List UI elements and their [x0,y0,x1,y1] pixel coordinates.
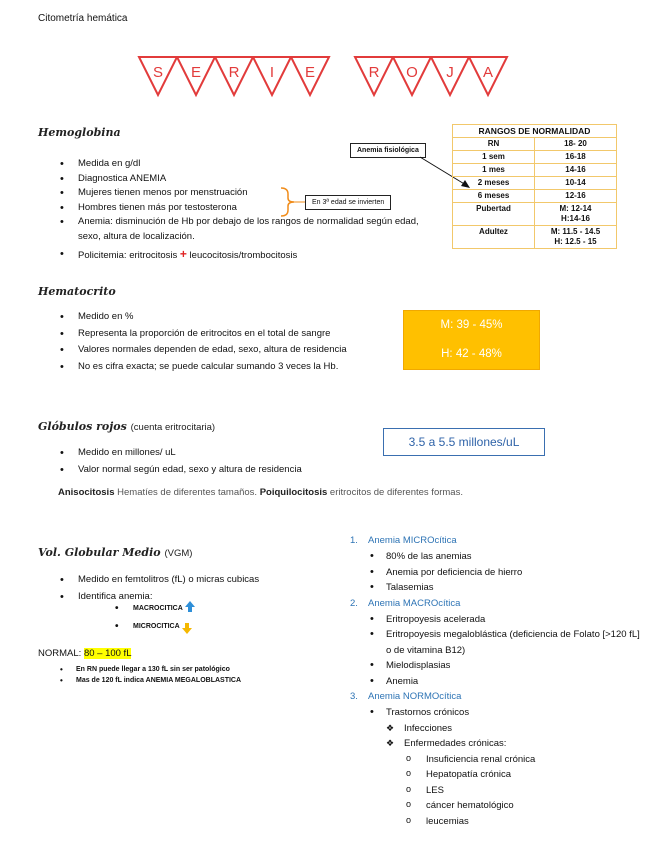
list-item: • Trastornos crónicos [368,705,640,721]
list-item: • Eritropoyesis acelerada [368,612,640,628]
range-value [535,190,617,203]
policitemia-text-a: Policitemia: eritrocitosis [78,250,178,261]
range-label: RN [453,138,535,151]
list-item [58,247,438,264]
list-item [115,618,195,636]
poiquilo-term: Poiquilocitosis [259,487,328,498]
anemia-title: 1. Anemia MICROcítica [350,535,457,546]
range-label: 6 meses [453,190,535,203]
list-item: • Identifica anemia: [58,590,358,605]
rangos-title: RANGOS DE NORMALIDAD [453,125,617,138]
globulos-heading-text: Glóbulos rojos [38,420,127,433]
vgm-heading [38,546,192,559]
normal-label: NORMAL: [38,648,82,659]
banner-letter: I [269,64,275,81]
document-title: Citometría hemática [38,13,128,24]
aniso-text: Hematíes de diferentes tamaños. [117,487,258,498]
arrow-up-icon [185,601,195,607]
vgm-list [58,573,358,604]
banner-letter: J [446,64,454,81]
list-item: o Insuficiencia renal crónica [404,752,640,768]
hematocrito-list [58,310,398,374]
range-label: Pubertad [453,203,535,226]
hematocrito-h: H: 42 - 48% [441,348,502,360]
anemia-title: 3. Anemia NORMOcítica [350,691,462,702]
list-item: • No es cifra exacta; se puede calcular sumando 3 veces la Hb. [58,360,398,375]
microcitica-label: MICROCITICA [133,623,180,630]
range-value [535,177,617,190]
list-item: • Anemia por deficiencia de hierro [368,565,640,581]
range-value-main: 16-18 [565,152,586,161]
range-label: 1 sem [453,151,535,164]
hematocrito-heading: Hematocrito [38,285,116,298]
list-item: • Eritropoyesis megaloblástica (deficiencia de Folato [>120 fL] o de vitamina B12) [368,627,640,658]
list-item: o cáncer hematológico [404,798,640,814]
range-value-secondary: H: 12.5 - 15 [554,237,597,246]
list-item: • Mas de 120 fL indica ANEMIA MEGALOBLASTICA [58,675,241,686]
vgm-notes [58,664,241,686]
table-row [453,177,617,190]
vgm-anemia-types [115,600,195,636]
range-value-main: M: 12-14 [559,204,592,213]
range-value-main: M: 11.5 - 14.5 [550,227,601,236]
list-item: • Medido en femtolitros (fL) o micras cubicas [58,573,358,588]
banner-letter: E [190,64,202,81]
range-value [535,164,617,177]
normal-value: 80 – 100 fL [83,648,132,659]
anemia-title: 2. Anemia MACROcítica [350,597,461,609]
globulos-value-box: 3.5 a 5.5 millones/uL [383,428,545,456]
banner-letter: E [304,64,316,81]
table-row [453,164,617,177]
globulos-list [58,446,378,477]
banner-letter: A [482,64,494,81]
table-row [453,203,617,226]
list-item: o LES [404,783,640,799]
range-value-secondary: H:14-16 [561,214,590,223]
vgm-heading-text: Vol. Globular Medio [38,546,161,559]
table-row [453,151,617,164]
hematocrito-m: M: 39 - 45% [440,319,503,331]
list-item: ❖ Infecciones [386,721,640,737]
list-item: • Anemia: disminución de Hb por debajo de los rangos de normalidad según edad, sexo, altura de localización. [58,215,438,244]
globulos-heading [38,420,215,433]
range-label: Adultez [453,226,535,249]
vgm-heading-sub: (VGM) [164,548,193,559]
list-item: • 80% de las anemias [368,549,640,565]
hemoglobina-list [58,157,438,264]
banner-letter: R [368,64,380,81]
globulos-heading-sub: (cuenta eritrocitaria) [130,422,216,433]
list-item: • Hombres tienen más por testosterona [58,201,438,216]
range-value-main: 10-14 [565,178,586,187]
anisocitosis-note [58,487,463,498]
list-item: ❖ Enfermedades crónicas: [386,736,640,752]
range-label: 2 meses [453,177,535,190]
table-row [453,190,617,203]
hematocrito-values-box [403,310,540,370]
list-item: • Anemia [368,674,640,690]
list-item: • Talasemias [368,580,640,596]
range-label: 1 mes [453,164,535,177]
anemia-classification [350,533,640,829]
vgm-normal [38,648,131,659]
banner-letter: R [228,64,240,81]
poiquilo-text: eritrocitos de diferentes formas. [329,487,463,498]
range-value-main: 18- 20 [564,139,587,148]
rangos-table [452,124,617,249]
aniso-term: Anisocitosis [58,487,115,498]
range-value [535,203,617,226]
range-value [535,138,617,151]
list-item: • Medida en g/dl [58,157,438,172]
list-item: • Medido en % [58,310,398,325]
list-item: o Hepatopatía crónica [404,767,640,783]
list-item: o leucemias [404,814,640,830]
macrocitica-label: MACROCITICA [133,605,183,612]
list-item: • Mujeres tienen menos por menstruación [58,186,438,201]
hemoglobina-heading: Hemoglobina [38,126,121,139]
banner-letter: O [406,64,418,81]
brace-icon [278,186,308,218]
range-value-main: 14-16 [565,165,586,174]
list-item: • En RN puede llegar a 130 fL sin ser patológico [58,664,241,675]
edad-callout: En 3ª edad se invierten [305,195,391,210]
range-value-main: 12-16 [565,191,586,200]
list-item: • Valores normales dependen de edad, sexo, altura de residencia [58,343,398,358]
policitemia-text-b: leucocitosis/trombocitosis [189,250,298,261]
arrow-down-icon [185,623,189,628]
list-item: • Valor normal según edad, sexo y altura de residencia [58,463,378,478]
table-row [453,138,617,151]
list-item [115,600,195,618]
serie-roja-banner [135,55,510,105]
range-value [535,151,617,164]
list-item: • Mielodisplasias [368,658,640,674]
table-row [453,226,617,249]
list-item: • Representa la proporción de eritrocitos en el total de sangre [58,327,398,342]
plus-icon: + [179,247,187,261]
list-item: • Medido en millones/ uL [58,446,378,461]
anemia-fisiologica-callout: Anemia fisiológica [350,143,426,158]
list-item: • Diagnostica ANEMIA [58,172,438,187]
range-value [535,226,617,249]
banner-letter: S [152,64,164,81]
